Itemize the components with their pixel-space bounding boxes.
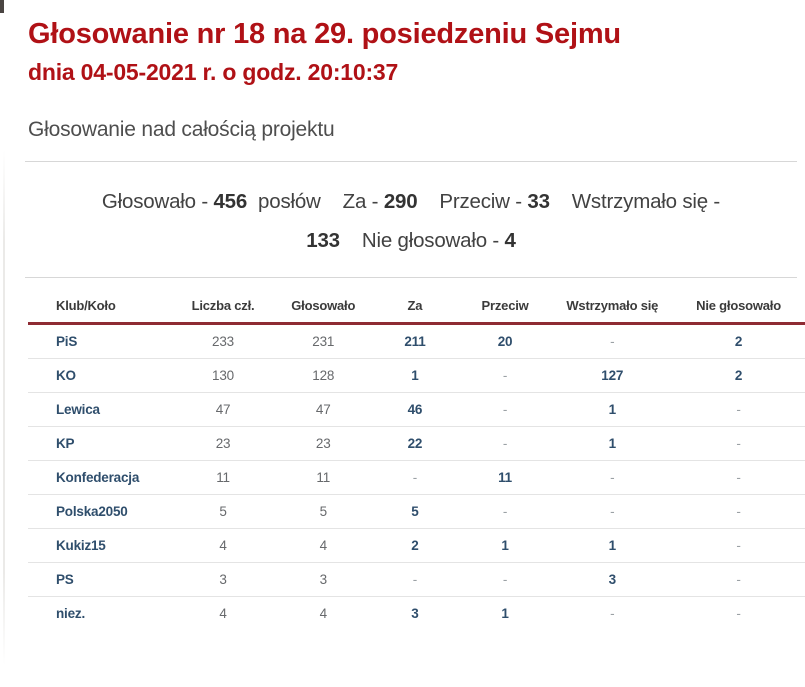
cell-against: - [458,359,553,393]
cell-not-voted: - [672,461,805,495]
club-name[interactable]: KP [28,427,172,461]
club-name[interactable]: Konfederacja [28,461,172,495]
col-header-voted: Głosowało [291,298,356,313]
cell-voted: 231 [274,324,372,359]
cell-abstained: - [552,495,672,529]
cell-for: 211 [372,324,457,359]
cell-for: 22 [372,427,457,461]
cell-against: - [458,495,553,529]
col-header-against: Przeciw [481,298,529,313]
cell-not-voted: 2 [672,359,805,393]
col-header-members: Liczba czł. [191,298,255,313]
cell-voted: 3 [274,563,372,597]
cell-not-voted: 2 [672,324,805,359]
cell-for: 1 [372,359,457,393]
cell-for: 2 [372,529,457,563]
cell-members: 23 [172,427,275,461]
results-table [28,289,805,630]
cell-voted: 128 [274,359,372,393]
table-row [28,324,805,359]
cell-abstained: 1 [552,427,672,461]
cell-abstained: 1 [552,393,672,427]
cell-abstained: - [552,324,672,359]
summary-value: 33 [527,190,550,213]
cell-members: 5 [172,495,275,529]
summary-value: 133 [306,229,340,252]
cell-against: 1 [458,529,553,563]
col-header-not-voted: Nie głosowało [696,298,781,313]
summary-value: 456 [213,190,248,213]
cell-abstained: - [610,606,615,621]
cell-voted: 23 [274,427,372,461]
summary-value: 290 [383,190,418,213]
cell-not-voted: - [672,495,805,529]
cell-voted: 47 [274,393,372,427]
cell-members: 233 [172,324,275,359]
summary-value: 4 [504,229,516,252]
col-header-club: Klub/Koło [56,298,116,313]
cell-members: 47 [172,393,275,427]
cell-for: - [372,563,457,597]
table-row [28,393,805,427]
club-name[interactable]: Lewica [28,393,172,427]
header [0,16,805,143]
cell-voted: 11 [274,461,372,495]
vote-summary [25,161,797,278]
cell-abstained: 1 [552,529,672,563]
cell-not-voted: - [672,393,805,427]
summary-label: Wstrzymało się - [549,190,721,213]
summary-label: posłów [247,190,343,213]
cell-against: 20 [458,324,553,359]
table-row [28,563,805,597]
page-edge-artifact-top [0,0,4,13]
cell-against: 1 [501,606,509,621]
cell-members: 3 [172,563,275,597]
vote-description: Głosowanie nad całością projektu [28,118,335,141]
cell-for: - [372,461,457,495]
cell-members: 4 [219,606,227,621]
header-row [28,289,805,324]
cell-for: 3 [411,606,419,621]
page-title: Głosowanie nr 18 na 29. posiedzeniu Sejmu [28,18,621,50]
cell-not-voted: - [672,427,805,461]
club-name[interactable]: Polska2050 [28,495,172,529]
summary-line-2 [45,221,777,260]
cell-not-voted: - [672,529,805,563]
cell-members: 130 [172,359,275,393]
col-header-abstained: Wstrzymało się [566,298,659,313]
cell-abstained: - [552,461,672,495]
table-row [28,427,805,461]
summary-label: Za - [342,190,384,213]
results-table-body [28,324,805,631]
cell-for: 5 [372,495,457,529]
cell-against: - [458,563,553,597]
club-name[interactable]: Kukiz15 [28,529,172,563]
club-name[interactable]: PS [28,563,172,597]
table-row [28,495,805,529]
cell-not-voted: - [736,606,741,621]
cell-abstained: 127 [552,359,672,393]
cell-members: 11 [172,461,275,495]
table-row [28,359,805,393]
cell-against: - [458,427,553,461]
table-row [28,461,805,495]
club-name[interactable]: PiS [28,324,172,359]
cell-against: 11 [458,461,553,495]
table-row [28,597,805,631]
col-header-for: Za [407,298,423,313]
summary-label: Nie głosowało - [339,229,505,252]
results-table-head [28,289,805,324]
summary-label: Głosowało - [101,190,214,213]
club-name[interactable]: KO [28,359,172,393]
cell-for: 46 [372,393,457,427]
cell-against: - [458,393,553,427]
summary-line-1 [45,182,777,221]
cell-members: 4 [172,529,275,563]
cell-voted: 5 [274,495,372,529]
page-edge-artifact-line [3,150,5,665]
cell-voted: 4 [274,529,372,563]
cell-voted: 4 [319,606,327,621]
cell-abstained: 3 [552,563,672,597]
club-name[interactable]: niez. [56,606,86,621]
cell-not-voted: - [672,563,805,597]
summary-label: Przeciw - [417,190,528,213]
table-row [28,529,805,563]
page-subtitle: dnia 04-05-2021 r. o godz. 20:10:37 [28,59,399,85]
